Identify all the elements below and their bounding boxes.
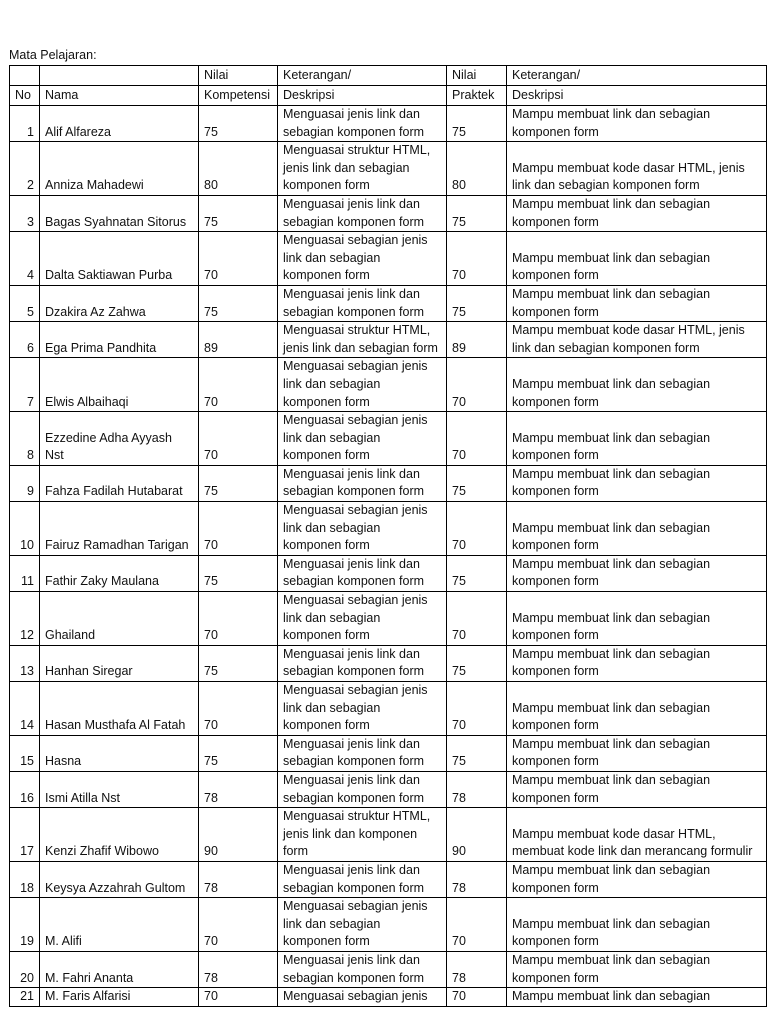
deskripsi-kompetensi: Menguasai struktur HTML, jenis link dan sebagian form bbox=[278, 322, 447, 358]
header-praktek: Praktek bbox=[447, 86, 507, 106]
row-number: 20 bbox=[10, 951, 40, 987]
nilai-kompetensi: 70 bbox=[199, 232, 278, 286]
deskripsi-kompetensi: Menguasai jenis link dan sebagian komponen form bbox=[278, 285, 447, 321]
deskripsi-praktek: Mampu membuat link dan sebagian komponen form bbox=[507, 645, 767, 681]
nilai-praktek: 80 bbox=[447, 142, 507, 196]
row-number: 16 bbox=[10, 771, 40, 807]
deskripsi-kompetensi: Menguasai sebagian jenis bbox=[278, 988, 447, 1007]
nilai-praktek: 78 bbox=[447, 951, 507, 987]
student-name: Keysya Azzahrah Gultom bbox=[40, 861, 199, 897]
deskripsi-praktek: Mampu membuat link dan sebagian bbox=[507, 988, 767, 1007]
page-title: Mata Pelajaran: bbox=[9, 48, 97, 62]
header-nilai-praktek-top: Nilai bbox=[447, 66, 507, 86]
deskripsi-kompetensi: Menguasai struktur HTML, jenis link dan sebagian komponen form bbox=[278, 142, 447, 196]
deskripsi-praktek: Mampu membuat link dan sebagian komponen form bbox=[507, 592, 767, 646]
row-number: 3 bbox=[10, 195, 40, 231]
student-name: Bagas Syahnatan Sitorus bbox=[40, 195, 199, 231]
deskripsi-praktek: Mampu membuat link dan sebagian komponen form bbox=[507, 502, 767, 556]
table-row bbox=[10, 808, 767, 862]
student-name: M. Faris Alfarisi bbox=[40, 988, 199, 1007]
deskripsi-praktek: Mampu membuat link dan sebagian komponen form bbox=[507, 951, 767, 987]
header-deskripsi: Deskripsi bbox=[278, 86, 447, 106]
row-number: 2 bbox=[10, 142, 40, 196]
row-number: 11 bbox=[10, 555, 40, 591]
deskripsi-praktek: Mampu membuat link dan sebagian komponen form bbox=[507, 898, 767, 952]
nilai-kompetensi: 90 bbox=[199, 808, 278, 862]
header-kompetensi: Kompetensi bbox=[199, 86, 278, 106]
row-number: 1 bbox=[10, 106, 40, 142]
header-deskripsi-praktek: Deskripsi bbox=[507, 86, 767, 106]
nilai-praktek: 75 bbox=[447, 645, 507, 681]
deskripsi-praktek: Mampu membuat link dan sebagian komponen form bbox=[507, 735, 767, 771]
header-row-1 bbox=[10, 66, 767, 86]
nilai-kompetensi: 70 bbox=[199, 898, 278, 952]
row-number: 13 bbox=[10, 645, 40, 681]
nilai-kompetensi: 70 bbox=[199, 358, 278, 412]
deskripsi-kompetensi: Menguasai jenis link dan sebagian komponen form bbox=[278, 645, 447, 681]
header-nilai-kompetensi-top: Nilai bbox=[199, 66, 278, 86]
table-row bbox=[10, 645, 767, 681]
student-name: Fahza Fadilah Hutabarat bbox=[40, 465, 199, 501]
deskripsi-kompetensi: Menguasai struktur HTML, jenis link dan komponen form bbox=[278, 808, 447, 862]
header-cell bbox=[10, 66, 40, 86]
deskripsi-praktek: Mampu membuat link dan sebagian komponen form bbox=[507, 285, 767, 321]
nilai-praktek: 70 bbox=[447, 358, 507, 412]
row-number: 5 bbox=[10, 285, 40, 321]
student-name: M. Alifi bbox=[40, 898, 199, 952]
grades-table bbox=[9, 65, 767, 1007]
deskripsi-praktek: Mampu membuat link dan sebagian komponen form bbox=[507, 682, 767, 736]
grades-table-body bbox=[10, 66, 767, 1007]
deskripsi-kompetensi: Menguasai jenis link dan sebagian komponen form bbox=[278, 771, 447, 807]
table-row bbox=[10, 232, 767, 286]
row-number: 8 bbox=[10, 412, 40, 466]
deskripsi-kompetensi: Menguasai jenis link dan sebagian komponen form bbox=[278, 465, 447, 501]
student-name: Alif Alfareza bbox=[40, 106, 199, 142]
deskripsi-praktek: Mampu membuat link dan sebagian komponen form bbox=[507, 771, 767, 807]
nilai-kompetensi: 75 bbox=[199, 645, 278, 681]
row-number: 7 bbox=[10, 358, 40, 412]
nilai-praktek: 75 bbox=[447, 195, 507, 231]
nilai-praktek: 89 bbox=[447, 322, 507, 358]
deskripsi-kompetensi: Menguasai sebagian jenis link dan sebagian komponen form bbox=[278, 898, 447, 952]
student-name: Hanhan Siregar bbox=[40, 645, 199, 681]
row-number: 15 bbox=[10, 735, 40, 771]
table-row bbox=[10, 106, 767, 142]
deskripsi-praktek: Mampu membuat link dan sebagian komponen form bbox=[507, 106, 767, 142]
deskripsi-kompetensi: Menguasai sebagian jenis link dan sebagian komponen form bbox=[278, 232, 447, 286]
nilai-praktek: 75 bbox=[447, 735, 507, 771]
row-number: 4 bbox=[10, 232, 40, 286]
row-number: 17 bbox=[10, 808, 40, 862]
nilai-kompetensi: 70 bbox=[199, 502, 278, 556]
deskripsi-praktek: Mampu membuat link dan sebagian komponen form bbox=[507, 358, 767, 412]
row-number: 21 bbox=[10, 988, 40, 1007]
nilai-praktek: 75 bbox=[447, 465, 507, 501]
nilai-praktek: 70 bbox=[447, 232, 507, 286]
deskripsi-praktek: Mampu membuat link dan sebagian komponen form bbox=[507, 861, 767, 897]
deskripsi-praktek: Mampu membuat kode dasar HTML, membuat kode link dan merancang formulir bbox=[507, 808, 767, 862]
student-name: Fathir Zaky Maulana bbox=[40, 555, 199, 591]
nilai-kompetensi: 75 bbox=[199, 106, 278, 142]
row-number: 10 bbox=[10, 502, 40, 556]
nilai-praktek: 70 bbox=[447, 898, 507, 952]
table-row bbox=[10, 195, 767, 231]
nilai-kompetensi: 70 bbox=[199, 412, 278, 466]
student-name: Dalta Saktiawan Purba bbox=[40, 232, 199, 286]
table-row bbox=[10, 412, 767, 466]
nilai-praktek: 75 bbox=[447, 555, 507, 591]
table-row bbox=[10, 682, 767, 736]
table-row bbox=[10, 465, 767, 501]
student-name: Elwis Albaihaqi bbox=[40, 358, 199, 412]
deskripsi-kompetensi: Menguasai sebagian jenis link dan sebagian komponen form bbox=[278, 358, 447, 412]
header-keterangan-top: Keterangan/ bbox=[278, 66, 447, 86]
nilai-kompetensi: 78 bbox=[199, 861, 278, 897]
student-name: Ghailand bbox=[40, 592, 199, 646]
nilai-praktek: 70 bbox=[447, 682, 507, 736]
header-nama: Nama bbox=[40, 86, 199, 106]
student-name: Hasna bbox=[40, 735, 199, 771]
row-number: 18 bbox=[10, 861, 40, 897]
table-row bbox=[10, 555, 767, 591]
nilai-praktek: 70 bbox=[447, 502, 507, 556]
nilai-kompetensi: 75 bbox=[199, 465, 278, 501]
deskripsi-praktek: Mampu membuat kode dasar HTML, jenis link dan sebagian komponen form bbox=[507, 142, 767, 196]
table-row bbox=[10, 771, 767, 807]
student-name: Anniza Mahadewi bbox=[40, 142, 199, 196]
student-name: Hasan Musthafa Al Fatah bbox=[40, 682, 199, 736]
table-row bbox=[10, 285, 767, 321]
nilai-kompetensi: 80 bbox=[199, 142, 278, 196]
table-row bbox=[10, 142, 767, 196]
nilai-kompetensi: 70 bbox=[199, 988, 278, 1007]
table-row bbox=[10, 322, 767, 358]
deskripsi-kompetensi: Menguasai jenis link dan sebagian komponen form bbox=[278, 195, 447, 231]
header-no: No bbox=[10, 86, 40, 106]
student-name: Ismi Atilla Nst bbox=[40, 771, 199, 807]
nilai-praktek: 90 bbox=[447, 808, 507, 862]
nilai-praktek: 75 bbox=[447, 285, 507, 321]
deskripsi-praktek: Mampu membuat link dan sebagian komponen form bbox=[507, 232, 767, 286]
table-row bbox=[10, 898, 767, 952]
row-number: 14 bbox=[10, 682, 40, 736]
nilai-kompetensi: 75 bbox=[199, 285, 278, 321]
deskripsi-kompetensi: Menguasai sebagian jenis link dan sebagian komponen form bbox=[278, 682, 447, 736]
header-row-2 bbox=[10, 86, 767, 106]
student-name: Ega Prima Pandhita bbox=[40, 322, 199, 358]
table-row bbox=[10, 861, 767, 897]
nilai-praktek: 78 bbox=[447, 861, 507, 897]
deskripsi-praktek: Mampu membuat link dan sebagian komponen form bbox=[507, 465, 767, 501]
row-number: 9 bbox=[10, 465, 40, 501]
deskripsi-kompetensi: Menguasai jenis link dan sebagian komponen form bbox=[278, 735, 447, 771]
header-keterangan-praktek-top: Keterangan/ bbox=[507, 66, 767, 86]
row-number: 19 bbox=[10, 898, 40, 952]
student-name: Ezzedine Adha Ayyash Nst bbox=[40, 412, 199, 466]
nilai-praktek: 70 bbox=[447, 988, 507, 1007]
nilai-praktek: 75 bbox=[447, 106, 507, 142]
student-name: M. Fahri Ananta bbox=[40, 951, 199, 987]
student-name: Kenzi Zhafif Wibowo bbox=[40, 808, 199, 862]
nilai-praktek: 78 bbox=[447, 771, 507, 807]
deskripsi-praktek: Mampu membuat link dan sebagian komponen form bbox=[507, 555, 767, 591]
nilai-praktek: 70 bbox=[447, 592, 507, 646]
deskripsi-praktek: Mampu membuat kode dasar HTML, jenis link dan sebagian komponen form bbox=[507, 322, 767, 358]
deskripsi-kompetensi: Menguasai sebagian jenis link dan sebagian komponen form bbox=[278, 502, 447, 556]
deskripsi-kompetensi: Menguasai sebagian jenis link dan sebagian komponen form bbox=[278, 412, 447, 466]
student-name: Fairuz Ramadhan Tarigan bbox=[40, 502, 199, 556]
header-cell bbox=[40, 66, 199, 86]
deskripsi-kompetensi: Menguasai jenis link dan sebagian komponen form bbox=[278, 106, 447, 142]
table-row bbox=[10, 592, 767, 646]
nilai-kompetensi: 78 bbox=[199, 771, 278, 807]
nilai-praktek: 70 bbox=[447, 412, 507, 466]
table-row bbox=[10, 358, 767, 412]
deskripsi-kompetensi: Menguasai jenis link dan sebagian komponen form bbox=[278, 951, 447, 987]
nilai-kompetensi: 78 bbox=[199, 951, 278, 987]
deskripsi-kompetensi: Menguasai jenis link dan sebagian komponen form bbox=[278, 861, 447, 897]
table-row bbox=[10, 951, 767, 987]
row-number: 12 bbox=[10, 592, 40, 646]
nilai-kompetensi: 75 bbox=[199, 735, 278, 771]
nilai-kompetensi: 75 bbox=[199, 195, 278, 231]
nilai-kompetensi: 75 bbox=[199, 555, 278, 591]
student-name: Dzakira Az Zahwa bbox=[40, 285, 199, 321]
deskripsi-praktek: Mampu membuat link dan sebagian komponen form bbox=[507, 412, 767, 466]
nilai-kompetensi: 70 bbox=[199, 592, 278, 646]
row-number: 6 bbox=[10, 322, 40, 358]
deskripsi-praktek: Mampu membuat link dan sebagian komponen form bbox=[507, 195, 767, 231]
table-row bbox=[10, 988, 767, 1007]
deskripsi-kompetensi: Menguasai jenis link dan sebagian komponen form bbox=[278, 555, 447, 591]
table-row bbox=[10, 502, 767, 556]
nilai-kompetensi: 70 bbox=[199, 682, 278, 736]
deskripsi-kompetensi: Menguasai sebagian jenis link dan sebagian komponen form bbox=[278, 592, 447, 646]
nilai-kompetensi: 89 bbox=[199, 322, 278, 358]
table-row bbox=[10, 735, 767, 771]
